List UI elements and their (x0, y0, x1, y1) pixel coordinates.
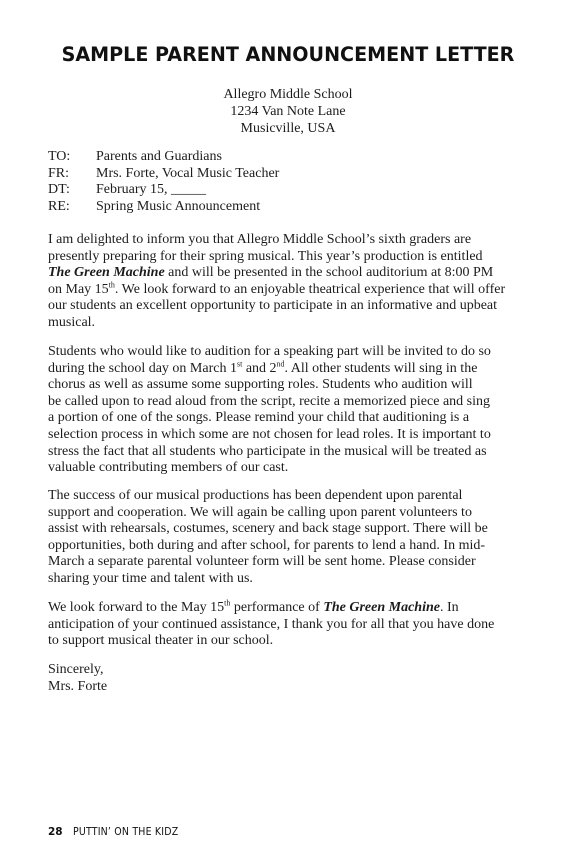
salutation: Sincerely, (48, 662, 104, 677)
text-line: anticipation of your continued assistance, I thank you for all that you have done (48, 616, 495, 632)
text-line: presently preparing for their spring musical. This year’s production is entitled (48, 248, 483, 264)
text-line: Students who would like to audition for a speaking part will be invited to do so (48, 344, 491, 359)
ordinal-suffix: th (224, 598, 231, 608)
text-line: The success of our musical productions has been dependent upon parental (48, 488, 463, 503)
text-line: be called upon to read aloud from the script, recite a memorized piece and sing (48, 393, 490, 409)
musical-title: The Green Machine (48, 265, 165, 281)
ordinal-suffix: th (108, 280, 115, 290)
memo-value: February 15, _____ (96, 182, 207, 198)
book-title: PUTTIN’ ON THE KIDZ (72, 826, 179, 838)
memo-header (48, 149, 279, 215)
page-footer (48, 826, 190, 838)
school-street: 1234 Van Note Lane (230, 104, 346, 119)
text-line: a portion of one of the songs. Please remind your child that auditioning is a (48, 410, 470, 426)
text-span: performance of (230, 600, 324, 615)
memo-key: FR: (48, 165, 70, 181)
paragraph-announcement (48, 232, 548, 332)
text-line: chorus as well as assume some supporting roles. Students who audition will (48, 377, 473, 393)
text-line: support and cooperation. We will again be calling upon parent volunteers to (48, 504, 472, 520)
page-number: 28 (48, 826, 63, 838)
text-span: and 2 (242, 360, 277, 376)
paragraph-auditions (48, 344, 548, 477)
text-line (48, 358, 548, 378)
memo-value: Spring Music Announcement (96, 198, 261, 214)
text-span: We look forward to the May 15 (48, 600, 225, 615)
text-line: our students an excellent opportunity to participate in an informative and upbeat (48, 298, 498, 314)
text-span: . In (439, 600, 459, 615)
school-address (0, 86, 576, 137)
ordinal-suffix: nd (276, 358, 285, 368)
text-line (48, 282, 548, 299)
memo-value: Mrs. Forte, Vocal Music Teacher (96, 165, 280, 181)
text-span: during the school day on March 1 (48, 360, 237, 376)
page-title: SAMPLE PARENT ANNOUNCEMENT LETTER (61, 43, 515, 66)
text-line: sharing your time and talent with us. (48, 570, 253, 586)
text-line: I am delighted to inform you that Allegro Middle School’s sixth graders are (48, 232, 472, 247)
memo-key: RE: (48, 198, 70, 214)
text-line: to support musical theater in our school. (48, 633, 274, 649)
memo-row-date (48, 182, 279, 199)
memo-row-re (48, 199, 279, 216)
text-span: . We look forward to an enjoyable theatrical experience that will offer (114, 281, 506, 297)
paragraph-volunteers (48, 488, 548, 588)
text-line: musical. (48, 314, 96, 330)
memo-value: Parents and Guardians (96, 149, 222, 164)
letter-closing (48, 662, 107, 695)
text-line: March a separate parental volunteer form will be sent home. Please consider (48, 554, 476, 570)
text-line: assist with rehearsals, costumes, scenery and back stage support. There will be (48, 521, 488, 537)
ordinal-suffix: st (236, 358, 243, 368)
school-name: Allegro Middle School (223, 87, 353, 102)
text-span: on May 15 (48, 281, 109, 297)
text-line: opportunities, both during and after school, for parents to lend a hand. In mid- (48, 537, 486, 553)
text-line (48, 600, 548, 617)
text-line (48, 265, 548, 282)
musical-title: The Green Machine (323, 600, 440, 615)
school-city: Musicville, USA (240, 121, 336, 136)
text-span: and will be presented in the school auditorium at 8:00 PM (164, 265, 494, 281)
paragraph-thanks (48, 600, 548, 650)
text-line: valuable contributing members of our cast. (48, 460, 289, 476)
text-line: selection process in which some are not chosen for lead roles. It is important to (48, 426, 491, 442)
memo-row-from (48, 166, 279, 183)
memo-key: TO: (48, 149, 71, 164)
signature-name: Mrs. Forte (48, 678, 108, 694)
memo-row-to (48, 149, 279, 166)
text-span: . All other students will sing in the (284, 360, 478, 376)
text-line: stress the fact that all students who participate in the musical will be treated as (48, 443, 487, 459)
memo-key: DT: (48, 182, 70, 198)
